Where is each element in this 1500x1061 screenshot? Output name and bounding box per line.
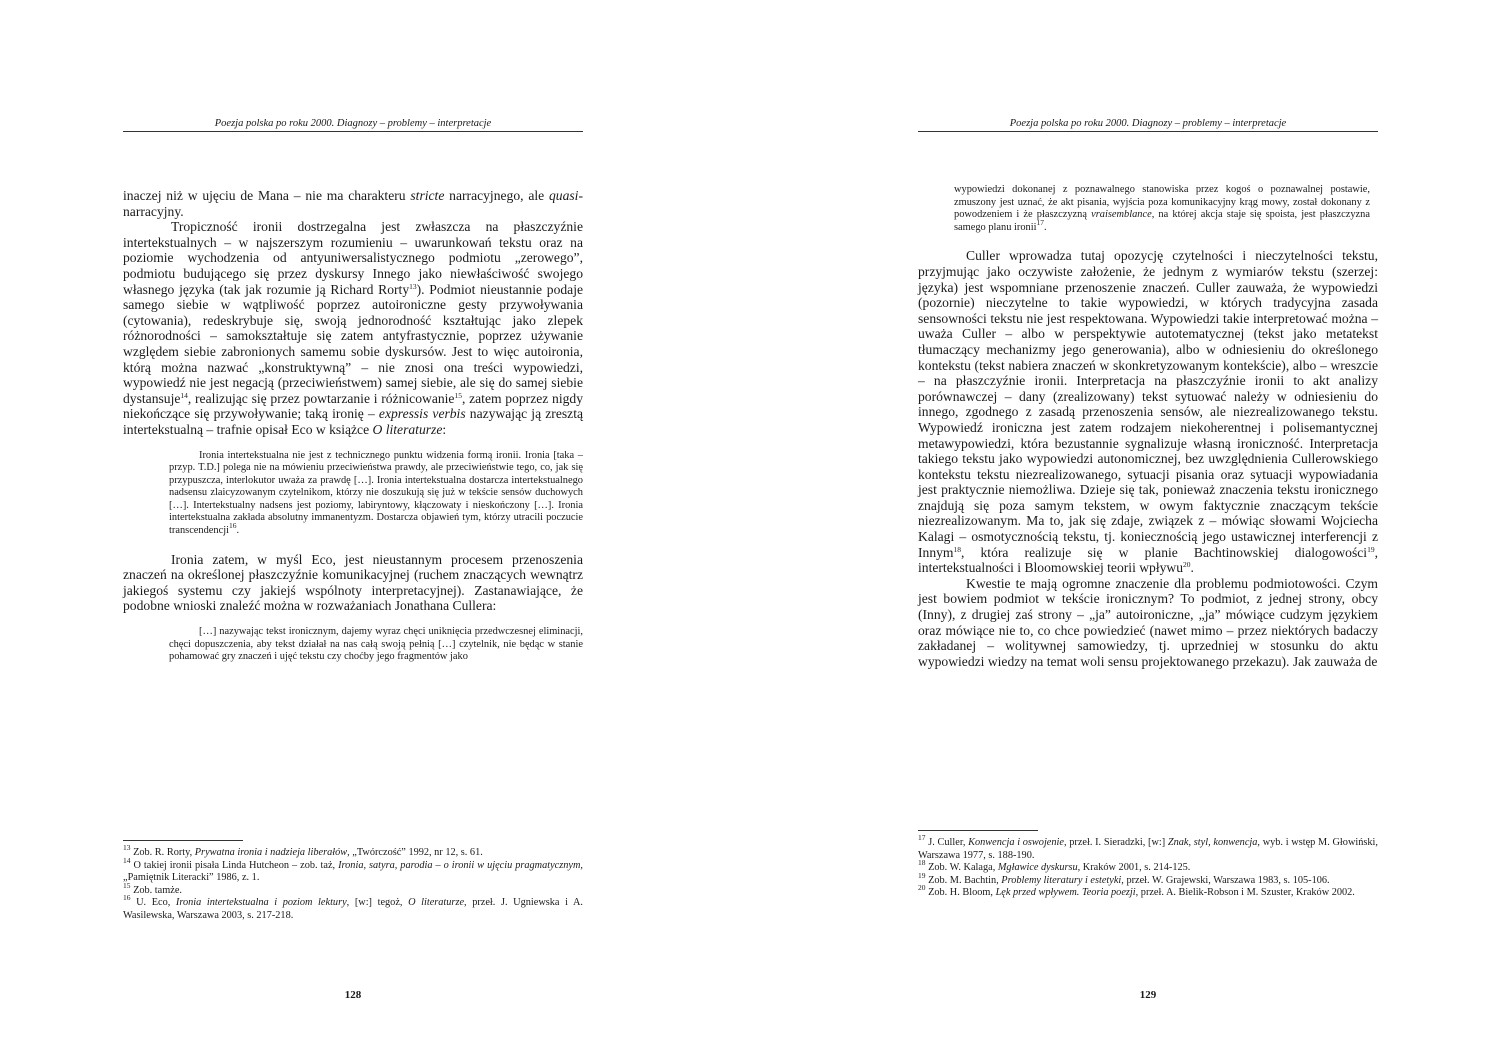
- footnote: $^{18}$ Zob. W. Kalaga, Mgławice dyskursu, Kraków 2001, s. 214-125.: [918, 858, 1191, 874]
- paragraph: Kwestie te mają ogromne znaczenie dla problemu podmiotowości. Czym jest bowiem podmiot w tekście ironicznym? To podmiot, z jednej strony, obcy (Inny), z drugiej zaś strony – „ja” autoironiczne, „ja” mówiące cudzym językiem oraz mówiące nie to, co chce powiedzieć (nawet mimo – przez niektórych badaczy zakładanej – wolitywnej samowiedzy, tj. uprzedniej w stosunku do aktu wypowiedzi wiedzy na temat woli sensu projektowanego przekazu). Jak zauważa de: [918, 575, 1378, 669]
- footnote: $^{15}$ Zob. tamże.: [123, 880, 182, 896]
- quote-text: wypowiedzi dokonanej z poznawalnego stanowiska przez kogoś o poznawalnej postawie, zmuszony jest uznać, że akt pisania, wyjścia poza komunikacyjny krąg mowy, został dokonany z powodzeniem i że płaszczyzną vraisemblance, na której akcja staje się spoista, jest płaszczyzna samego planu ironii$^{17}$.: [954, 184, 1370, 233]
- body-text: [918, 184, 1378, 669]
- quote-text: Ironia intertekstualna nie jest z technicznego punktu widzenia formą ironii. Ironia [taka – przyp. T.D.] polega nie na mówieniu przeciwieństwa prawdy, ale przeciwieństwie tego, co, jak się przypuszcza, interlokutor uważa za prawdę […]. Ironia intertekstualna dostarcza intertekstualnego nadsensu zlaicyzowanym czytelnikom, którzy nie doszukują się już w tekście sensów duchowych […]. Intertekstualny nadsens jest poziomy, labiryntowy, kłączowaty i nieskończony […]. Ironia intertekstualna zakłada absolutny immanentyzm. Dostarcza objawień tym, którzy utracili poczucie transcendencji$^{16}$.: [169, 449, 583, 537]
- footnotes: [123, 840, 583, 923]
- footnote: $^{19}$ Zob. M. Bachtin, Problemy literatury i estetyki, przeł. W. Grajewski, Warszawa 1983, s. 105-106.: [918, 870, 1330, 886]
- footnote: $^{14}$ O takiej ironii pisała Linda Hutcheon – zob. taż, Ironia, satyra, parodia – o ironii w ujęciu pragmatycznym, „Pamiętnik Literacki” 1986, z. 1.: [123, 855, 583, 884]
- paragraph: inaczej niż w ujęciu de Mana – nie ma charakteru stricte narracyjnego, ale quasi-narracyjny.: [123, 188, 583, 219]
- page-number: 128: [344, 989, 362, 1001]
- quote-text: […] nazywając tekst ironicznym, dajemy wyraz chęci uniknięcia przedwczesnej eliminacji, chęci dopuszczenia, aby tekst działał na nas całą swoją pełnią […] czytelnik, nie będąc w stanie pohamować gry znaczeń i ujęć tekstu czy choćby jego fragmentów jako: [169, 626, 583, 663]
- footnote: $^{17}$ J. Culler, Konwencja i oswojenie, przeł. I. Sieradzki, [w:] Znak, styl, konwencja, wyb. i wstęp M. Głowiński, Warszawa 1977, s. 188-190.: [918, 833, 1378, 861]
- footnotes: [918, 830, 1378, 900]
- body-text: [123, 188, 583, 678]
- footnote: $^{16}$ U. Eco, Ironia intertekstualna i poziom lektury, [w:] tegoż, O literaturze, przeł. J. Ugniewska i A. Wasilewska, Warszawa 2003, s. 217-218.: [123, 893, 583, 921]
- footnote: $^{20}$ Zob. H. Bloom, Lęk przed wpływem. Teoria poezji, przeł. A. Bielik-Robson i M. Szuster, Kraków 2002.: [918, 883, 1355, 899]
- footnote-rule: [918, 830, 1038, 831]
- paragraph: Culler wprowadza tutaj opozycję czytelności i nieczytelności tekstu, przyjmując jako oczywiste założenie, że jednym z wymiarów tekstu (szerzej: języka) jest wspomniane przenoszenie znaczeń. Culler zauważa, że wypowiedzi (pozornie) nieczytelne to takie wypowiedzi, w których tradycyjna zasada sensowności tekstu nie jest respektowana. Wypowiedzi takie interpretować można – uważa Culler – albo w perspektywie autotematycznej (tekst jako metatekst tłumaczący mechanizmy jego generowania), albo w odniesieniu do określonego kontekstu (tekst nabiera znaczeń w skonkretyzowanym kontekście), albo – wreszcie – na płaszczyźnie ironii. Interpretacja na płaszczyźnie ironii to akt analizy porównawczej – dany (zrealizowany) tekst sytuować należy w odniesieniu do innego, zgodnego z zasadą przenoszenia sensów, ale niezrealizowanego tekstu. Wypowiedź ironiczna jest zatem rodzajem niekoherentnej i polisemantycznej metawypowiedzi, która bezustannie sygnalizuje własną ironiczność. Interpretacja takiego tekstu jako wypowiedzi autonomicznej, bez uwzględnienia Cullerowskiego kontekstu tekstu niezrealizowanego, sytuacji pisania oraz sytuacji wypowiadania jest praktycznie niemożliwa. Dzieje się tak, ponieważ znaczenia tekstu ironicznego znajdują się poza samym tekstem, w owym faktycznie znaczącym tekście niezrealizowanym. Ma to, jak się zdaje, związek z – mówiąc słowami Wojciecha Kalagi – osmotycznością tekstu, tj. koniecznością jego ustawicznej interferencji z Innym$^{18}$, która realizuje się w planie Bachtinowskiej dialogowości$^{19}$, intertekstualności i Bloomowskiej teorii wpływu$^{20}$.: [918, 248, 1378, 576]
- page-number: 129: [1139, 989, 1157, 1001]
- left-page: [123, 0, 583, 1061]
- footnote: $^{13}$ Zob. R. Rorty, Prywatna ironia i nadzieja liberałów, „Twórczość” 1992, nr 12, s. 61.: [123, 843, 483, 858]
- footnote-rule: [123, 840, 243, 841]
- paragraph: Ironia zatem, w myśl Eco, jest nieustannym procesem przenoszenia znaczeń na określonej płaszczyźnie komunikacyjnej (ruchem znaczących wewnątrz jakiegoś systemu czy jakiejś wspólnoty interpretacyjnej). Zastanawiające, że podobne wnioski znaleźć można w rozważaniach Jonathana Cullera:: [123, 551, 583, 614]
- paragraph: Tropiczność ironii dostrzegalna jest zwłaszcza na płaszczyźnie intertekstualnych – w najszerszym rozumieniu – uwarunkowań tekstu oraz na poziomie wychodzenia od antyuniwersalistycznego podmiotu „zerowego”, podmiotu budującego się przez dyskursy Innego jako niewłaściwość swojego własnego języka (tak jak rozumie ją Richard Rorty$^{13}$). Podmiot nieustannie podaje samego siebie w wątpliwość poprzez autoironiczne gesty przywoływania (cytowania), redeskrybuje się, swoją jednorodność kształtując jako zlepek różnorodności – samokształtuje się zatem antyfrastycznie, poprzez używanie względem siebie zabronionych samemu sobie dyskursów. Jest to więc autoironia, którą można nazwać „konstruktywną” – nie znosi ona treści wypowiedzi, wypowiedź nie jest negacją (przeciwieństwem) samej siebie, ale się do samej siebie dystansuje$^{14}$, realizując się przez powtarzanie i różnicowanie$^{15}$, zatem poprzez nigdy niekończące się przywoływanie; taką ironię – expressis verbis nazywając ją zresztą intertekstualną – trafnie opisał Eco w książce O literaturze:: [123, 219, 584, 437]
- running-head: Poezja polska po roku 2000. Diagnozy – problemy – interpretacje: [123, 118, 583, 132]
- running-head: Poezja polska po roku 2000. Diagnozy – problemy – interpretacje: [918, 118, 1378, 132]
- block-quote: [954, 184, 1370, 234]
- block-quote: [169, 450, 583, 538]
- block-quote: [169, 626, 583, 664]
- right-page: [918, 0, 1378, 1061]
